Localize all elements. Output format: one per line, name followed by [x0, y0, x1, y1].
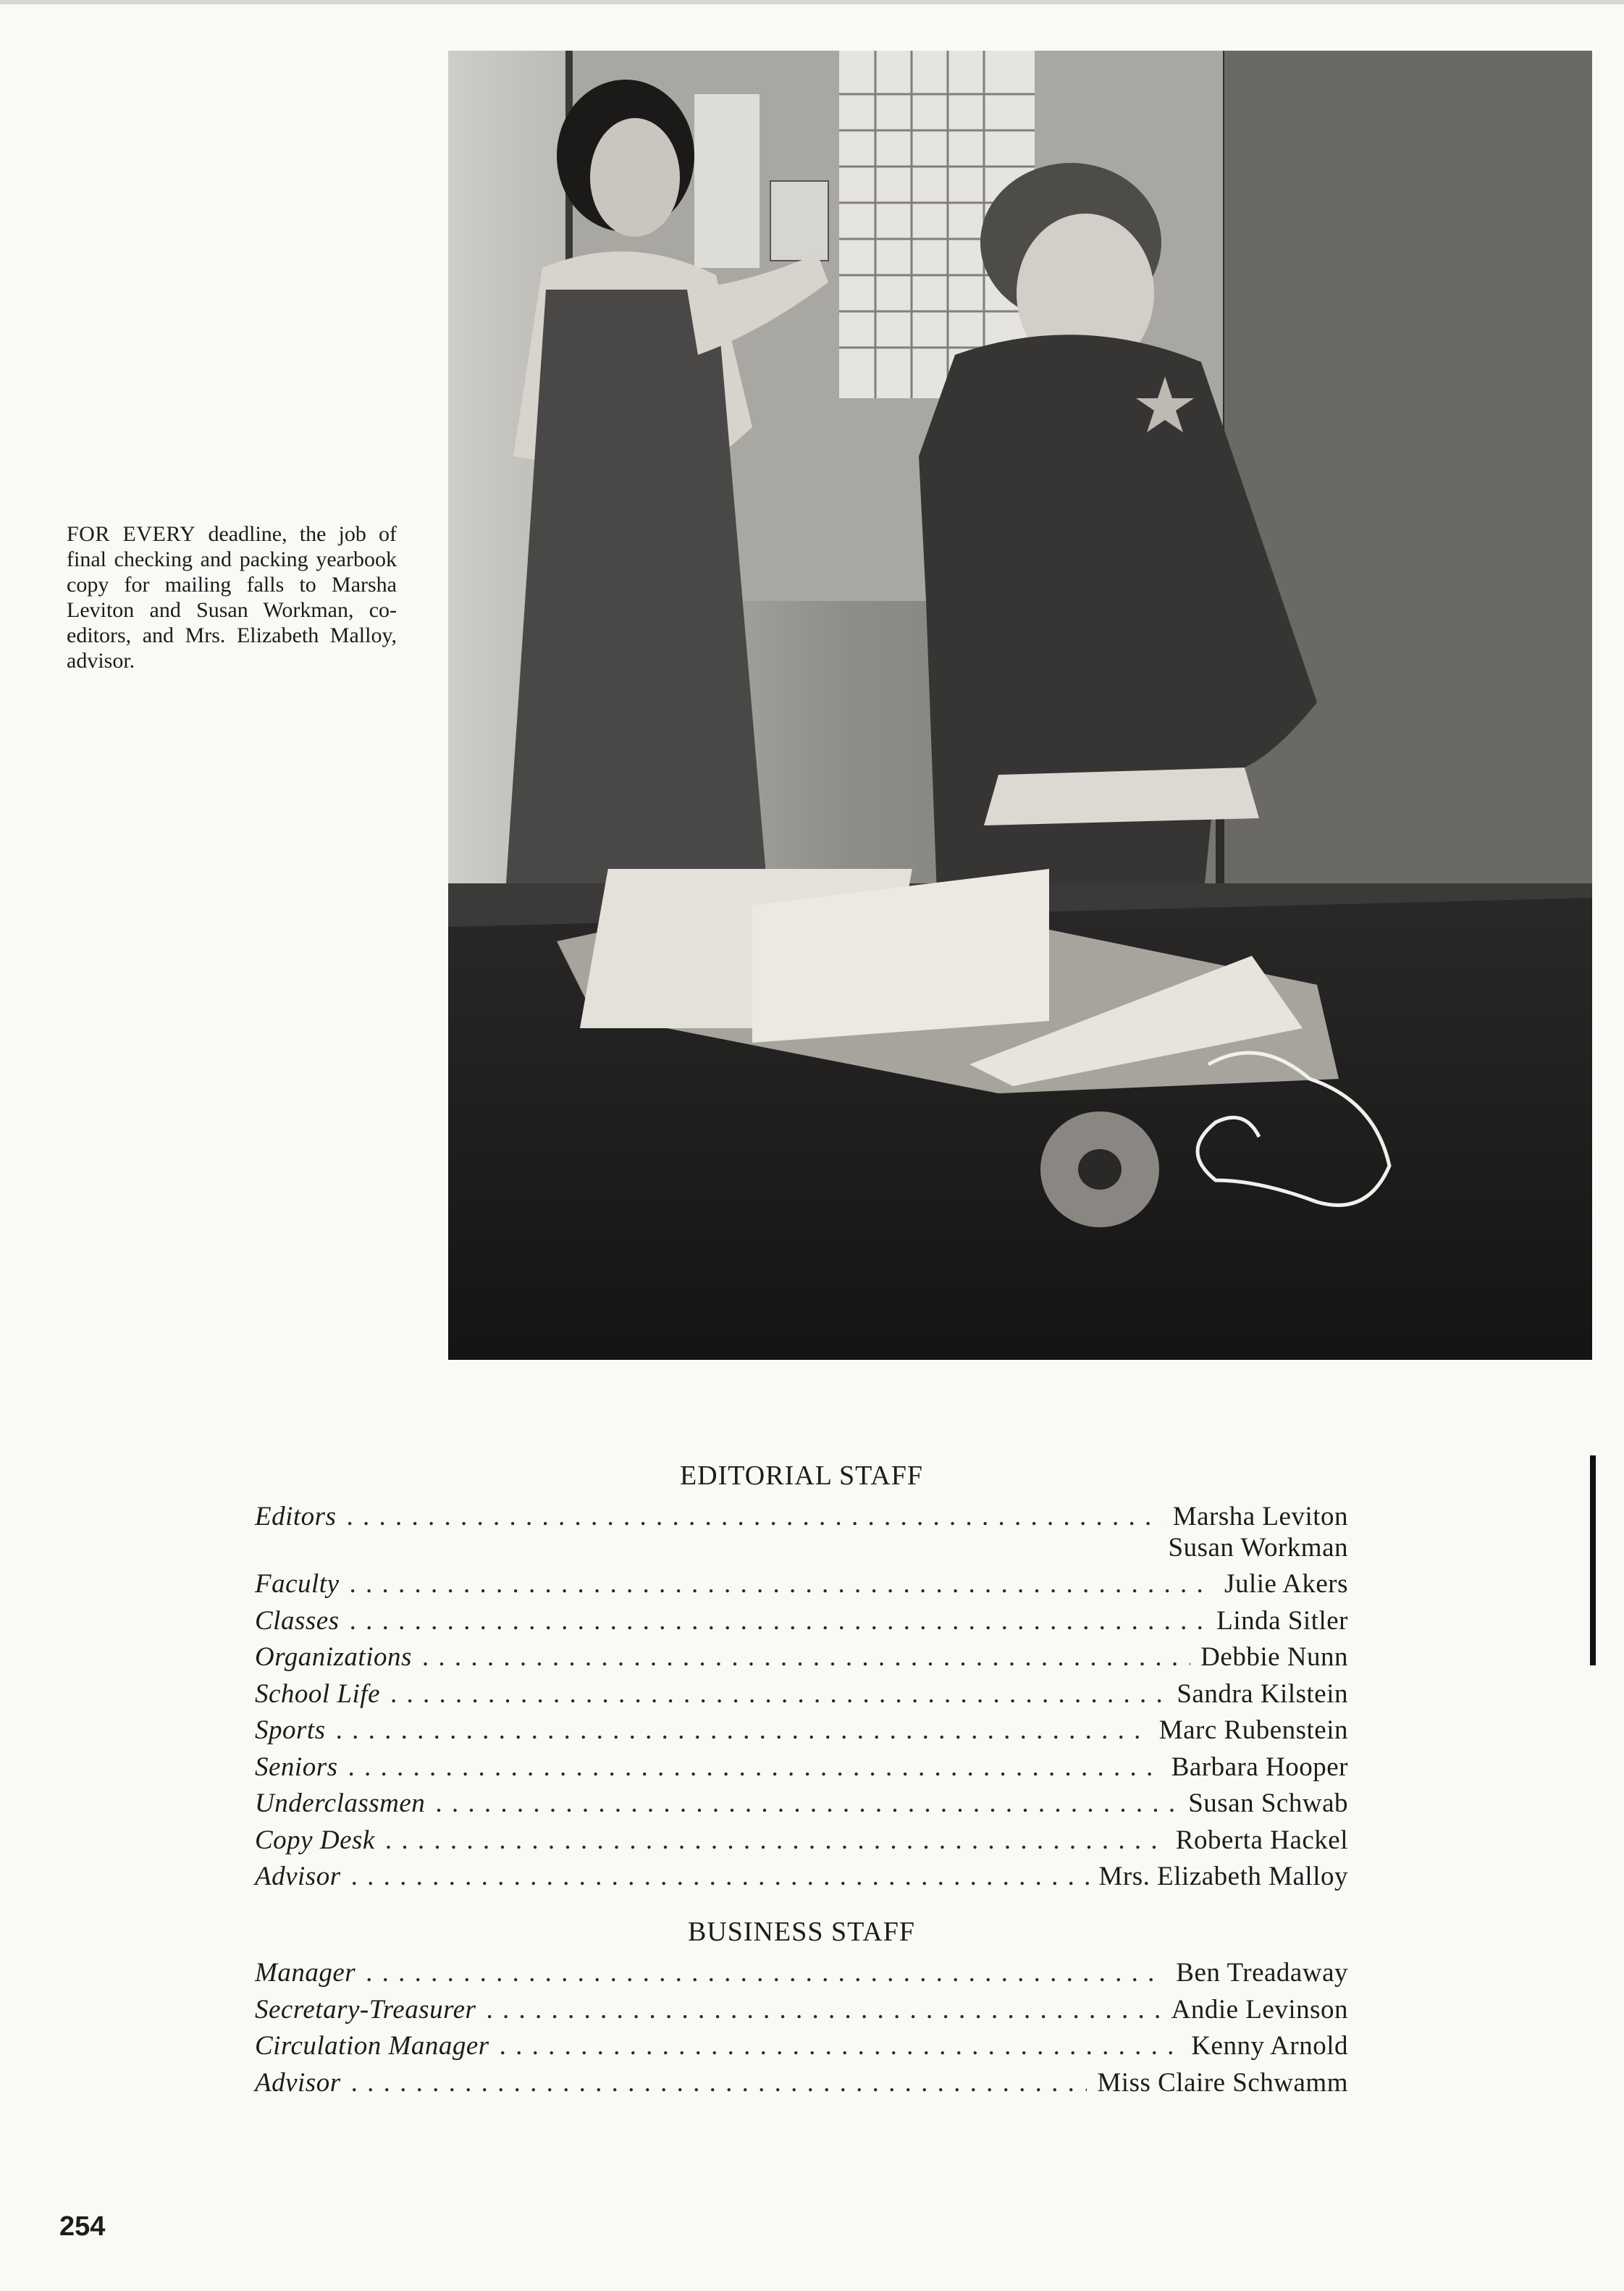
staff-name: Roberta Hackel: [1175, 1825, 1348, 1855]
staff-row: [255, 2065, 1348, 2102]
dot-leader: [422, 1639, 1190, 1676]
dot-leader: [351, 1859, 1089, 1896]
tape-roll-core: [1078, 1149, 1122, 1190]
staff-name: Mrs. Elizabeth Malloy: [1098, 1862, 1348, 1891]
dot-leader: [366, 1955, 1166, 1992]
staff-name: Susan Workman: [1168, 1532, 1348, 1563]
staff-role: Underclassmen: [255, 1788, 426, 1818]
staff-name: Marsha Leviton: [1172, 1502, 1348, 1531]
staff-row: [255, 1676, 1348, 1713]
staff-row: [255, 1603, 1348, 1640]
dot-leader: [385, 1823, 1166, 1859]
dot-leader: [336, 1712, 1149, 1749]
dot-leader: [350, 1566, 1215, 1603]
caption-text: deadline, the job of final checking and packing yearbook copy for mailing falls to Marsha Leviton and Susan Workman, co-editors, and Mrs. Elizabeth Malloy, advisor.: [67, 522, 397, 673]
page-number: 254: [59, 2211, 106, 2242]
staff-role: School Life: [255, 1678, 381, 1709]
yearbook-photo: [448, 51, 1592, 1360]
staff-row: [255, 1992, 1348, 2029]
staff-role: Seniors: [255, 1752, 338, 1782]
staff-row: [255, 1566, 1348, 1603]
staff-row: [255, 1823, 1348, 1859]
staff-role: Circulation Manager: [255, 2031, 489, 2061]
staff-name: Linda Sitler: [1216, 1605, 1348, 1636]
photo-caption: [67, 521, 397, 673]
business-staff: [255, 1912, 1348, 2101]
staff-name: Marc Rubenstein: [1158, 1715, 1348, 1745]
staff-name: Andie Levinson: [1171, 1994, 1348, 2025]
staff-role: Advisor: [255, 1862, 341, 1891]
staff-row: [255, 2028, 1348, 2065]
staff-row: [255, 1786, 1348, 1823]
caption-lead: FOR EVERY: [67, 522, 196, 546]
dot-leader: [346, 1499, 1162, 1536]
dot-leader: [350, 1603, 1207, 1640]
staff-name: Miss Claire Schwamm: [1097, 2067, 1348, 2098]
staff-role: Organizations: [255, 1642, 412, 1672]
staff-name: Barbara Hooper: [1171, 1752, 1348, 1782]
staff-row: [255, 1712, 1348, 1749]
staff-row: [255, 1749, 1348, 1786]
staff-role: Copy Desk: [255, 1825, 375, 1855]
dot-leader: [500, 2028, 1182, 2065]
dot-leader: [348, 1749, 1161, 1786]
staff-name: Debbie Nunn: [1200, 1642, 1348, 1672]
staff-role: Sports: [255, 1715, 326, 1745]
editorial-staff: [255, 1455, 1348, 1896]
staff-name: Julie Akers: [1224, 1569, 1348, 1599]
staff-role: Editors: [255, 1502, 337, 1531]
staff-name: Sandra Kilstein: [1177, 1678, 1348, 1709]
staff-name: Ben Treadaway: [1176, 1958, 1348, 1988]
staff-name: Susan Schwab: [1188, 1788, 1348, 1818]
business-staff-heading: BUSINESS STAFF: [687, 1917, 915, 1947]
photo-illustration: [448, 51, 1592, 1360]
dot-leader: [435, 1786, 1178, 1823]
dot-leader: [351, 2065, 1087, 2102]
dot-leader: [390, 1676, 1166, 1713]
staff-name: Kenny Arnold: [1191, 2031, 1348, 2061]
staff-row: [255, 1639, 1348, 1676]
pinned-paper: [694, 94, 760, 268]
page-top-edge: [0, 0, 1624, 4]
staff-role: Advisor: [255, 2067, 341, 2098]
editorial-staff-heading: EDITORIAL STAFF: [679, 1460, 924, 1491]
staff-role: Manager: [255, 1958, 356, 1988]
dot-leader: [486, 1992, 1161, 2029]
chalkboard: [1223, 51, 1592, 883]
staff-row: [255, 1955, 1348, 1992]
page-edge-mark: [1590, 1455, 1596, 1665]
staff-row: [255, 1859, 1348, 1896]
staff-role: Faculty: [255, 1569, 340, 1599]
staff-role: Secretary-Treasurer: [255, 1994, 476, 2025]
staff-role: Classes: [255, 1605, 340, 1636]
pinned-photo: [770, 181, 828, 261]
